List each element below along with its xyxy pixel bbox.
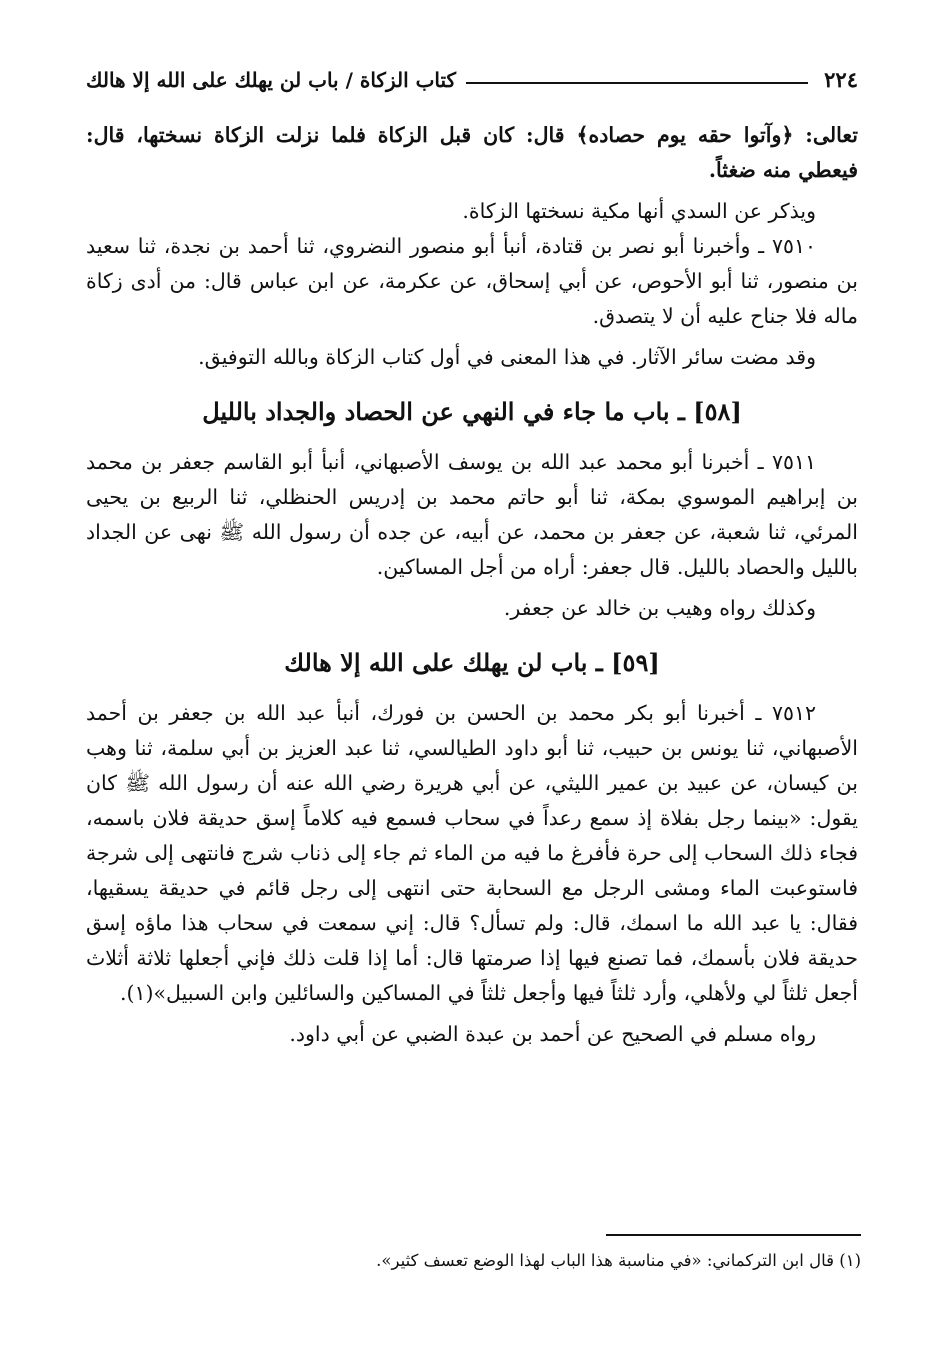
running-title: كتاب الزكاة / باب لن يهلك على الله إلا هالك bbox=[86, 68, 457, 92]
page-number: ٢٢٤ bbox=[824, 67, 858, 92]
paragraph: ويذكر عن السدي أنها مكية نسختها الزكاة. bbox=[462, 199, 816, 223]
footnote: (١) قال ابن التركماني: «في مناسبة هذا الباب لهذا الوضع تعسف كثير». bbox=[376, 1251, 861, 1270]
paragraph: وقد مضت سائر الآثار. في هذا المعنى في أول كتاب الزكاة وبالله التوفيق. bbox=[198, 345, 816, 369]
hadith-7511: ٧٥١١ ـ أخبرنا أبو محمد عبد الله بن يوسف الأصبهاني، أنبأ أبو القاسم جعفر بن محمد بن إبراهيم الموسوي بمكة، ثنا أبو حاتم محمد بن إدريس الحنظلي، ثنا الربيع بن يحيى المرئي، ثنا شعبة، عن جعفر بن محمد، عن أبيه، عن جده أن رسول الله ﷺ نهى عن الجداد بالليل والحصاد بالليل. قال جعفر: أراه من أجل المساكين. bbox=[86, 450, 858, 579]
running-header bbox=[86, 58, 858, 92]
document-page bbox=[86, 58, 858, 1052]
hadith-7512: ٧٥١٢ ـ أخبرنا أبو بكر محمد بن الحسن بن فورك، أنبأ عبد الله بن جعفر بن أحمد الأصبهاني، ثنا يونس بن حبيب، ثنا أبو داود الطيالسي، ثنا عبد العزيز بن أبي سلمة، ثنا وهب بن كيسان، عن عبيد بن عمير الليثي، عن أبي هريرة رضي الله عنه أن رسول الله ﷺ كان يقول: «بينما رجل بفلاة إذ سمع رعداً في سحاب فسمع فيه كلاماً إسق حديقة فلان باسمه، فجاء ذلك السحاب إلى حرة فأفرغ ما فيه من الماء ثم جاء إلى ذناب شرج فانتهى إلى شرجة فاستوعبت الماء ومشى الرجل مع السحابة حتى انتهى إلى رجل قائم في حديقة يسقيها، فقال: يا عبد الله ما اسمك، قال: ولم تسأل؟ قال: إني سمعت في سحاب هذا ماؤه إسق حديقة فلان بأسمك، فما تصنع فيها إذا صرمتها قال: أما إذا قلت ذلك فإني أجعلها ثلاثة أثلاث أجعل ثلثاً لي ولأهلي، وأرد ثلثاً فيها وأجعل ثلثاً في المساكين والسائلين وابن السبيل»(١). bbox=[86, 701, 858, 1005]
chapter-heading-58: [٥٨] ـ باب ما جاء في النهي عن الحصاد والجداد بالليل bbox=[202, 397, 742, 426]
main-text bbox=[86, 118, 858, 1052]
paragraph: رواه مسلم في الصحيح عن أحمد بن عبدة الضبي عن أبي داود. bbox=[289, 1022, 816, 1046]
paragraph-continuation: تعالى: ﴿وآتوا حقه يوم حصاده﴾ قال: كان قبل الزكاة فلما نزلت الزكاة نسختها، قال: فيعطي منه ضغثاً. bbox=[86, 123, 858, 182]
hadith-7510: ٧٥١٠ ـ وأخبرنا أبو نصر بن قتادة، أنبأ أبو منصور النضروي، ثنا أحمد بن نجدة، ثنا سعيد بن منصور، ثنا أبو الأحوص، عن أبي إسحاق، عن عكرمة، عن ابن عباس قال: من أدى زكاة ماله فلا جناح عليه أن لا يتصدق. bbox=[86, 234, 858, 328]
footnote-rule bbox=[606, 1234, 861, 1236]
paragraph: وكذلك رواه وهيب بن خالد عن جعفر. bbox=[503, 596, 816, 620]
header-rule bbox=[466, 82, 808, 84]
chapter-heading-59: [٥٩] ـ باب لن يهلك على الله إلا هالك bbox=[284, 648, 660, 677]
